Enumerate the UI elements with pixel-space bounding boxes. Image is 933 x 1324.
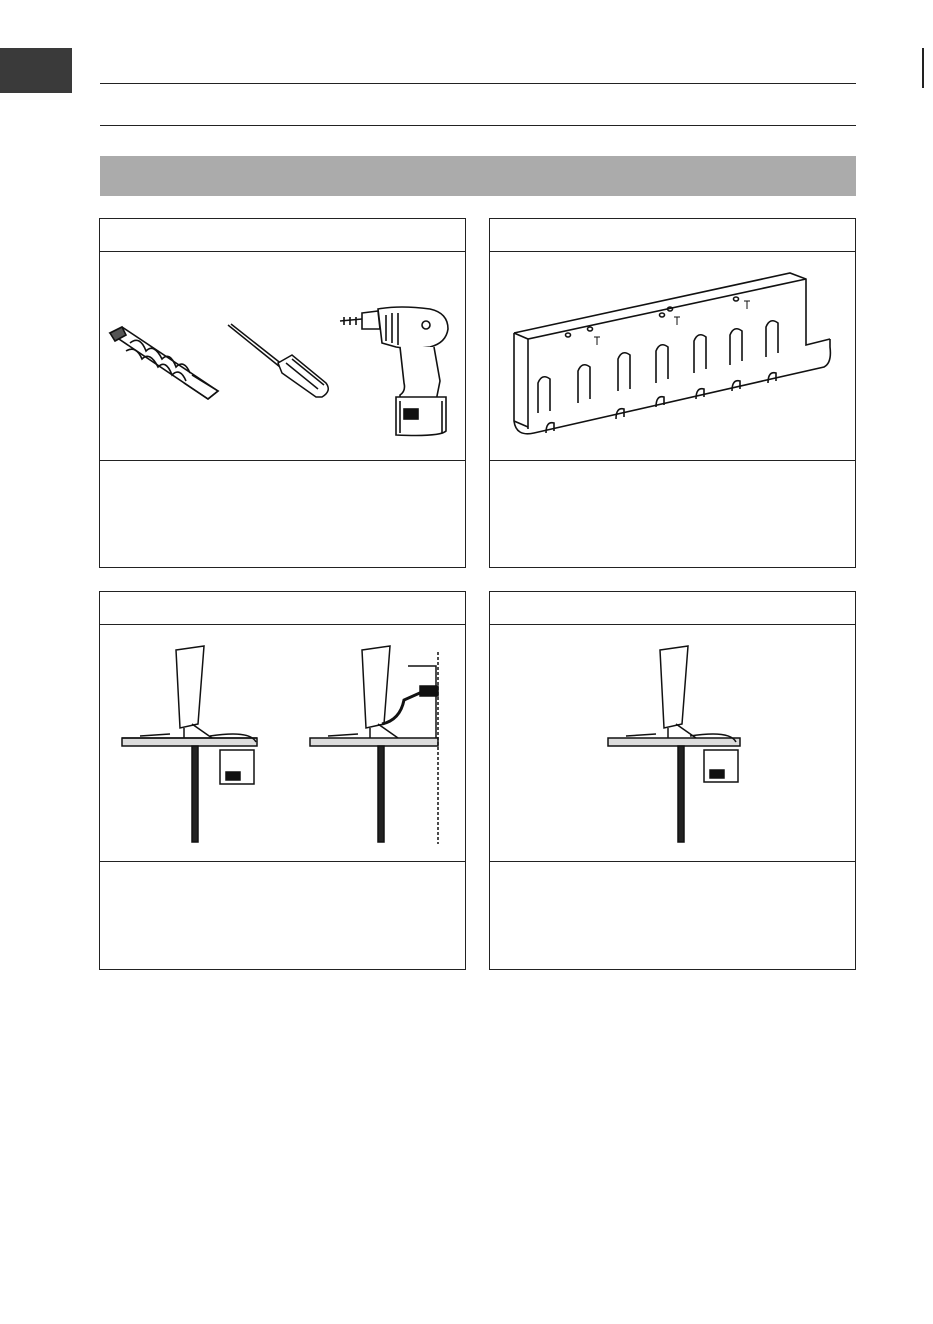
cable-routing-svg — [100, 624, 465, 861]
cordless-drill-icon — [340, 307, 448, 436]
page-edge-mark — [922, 48, 924, 88]
screwdriver-icon — [228, 324, 328, 397]
desk-view-right — [310, 646, 438, 844]
panel-mounted-tray — [489, 591, 856, 970]
desk-view — [608, 646, 740, 842]
panel-tools — [99, 218, 466, 568]
panel-title — [100, 219, 465, 252]
panel-cable-routing — [99, 591, 466, 970]
cable-routing-illustration — [100, 624, 465, 862]
monitor-icon — [362, 646, 390, 728]
cable-tray-illustration — [490, 251, 855, 461]
tools-illustration — [100, 251, 465, 461]
desk-view-left — [122, 646, 257, 842]
section-title-bar — [100, 156, 856, 196]
panel-title — [490, 592, 855, 625]
panel-title — [100, 592, 465, 625]
language-tab — [0, 48, 72, 93]
header-rule-bottom — [100, 125, 856, 126]
header-rule-top — [100, 83, 856, 84]
panel-cable-tray — [489, 218, 856, 568]
panel-title — [490, 219, 855, 252]
cable-tray-svg — [490, 251, 855, 460]
header-text — [100, 92, 856, 118]
drill-bit-icon — [110, 327, 218, 399]
mounted-tray-illustration — [490, 624, 855, 862]
cable-tray-icon — [514, 273, 830, 434]
tools-svg — [100, 251, 465, 460]
mounted-tray-svg — [490, 624, 855, 861]
monitor-icon — [660, 646, 688, 728]
monitor-icon — [176, 646, 204, 728]
